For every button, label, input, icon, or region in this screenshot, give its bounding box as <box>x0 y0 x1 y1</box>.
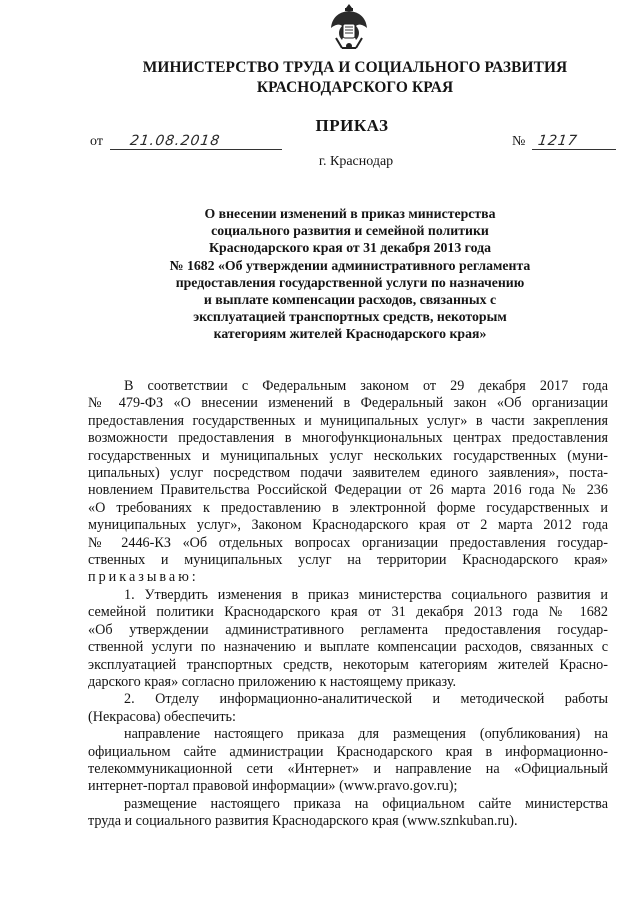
date-underline <box>110 134 282 150</box>
body-line: интернет-портал правовой информации» (www.pravo.gov.ru); <box>88 778 458 795</box>
subject-line: категориям жителей Краснодарского края» <box>213 326 487 342</box>
coat-of-arms-icon <box>328 2 370 52</box>
subject-line: и выплате компенсации расходов, связанных с <box>203 292 497 308</box>
body-line: дарского края» согласно приложению к настоящему приказу. <box>88 673 457 690</box>
body-line: муниципальных услуг», Законом Краснодарского края от 2 марта 2012 года <box>88 517 608 534</box>
body-line: (Некрасова) обеспечить: <box>88 708 236 725</box>
date-prefix: от <box>90 134 103 149</box>
subject-line: эксплуатацией транспортных средств, некоторым <box>193 309 507 325</box>
order-subject <box>140 205 560 343</box>
ministry-name <box>0 58 640 98</box>
body-line: ственных и муниципальных услуг на территории Краснодарского края» <box>88 552 608 569</box>
order-body <box>88 378 608 831</box>
body-line: государственных и муниципальных услуг нескольких государственных (муни- <box>88 447 608 464</box>
subject-line: предоставления государственной услуги по назначению <box>175 274 525 290</box>
number-underline <box>532 134 616 150</box>
body-line: возможности предоставления в многофункциональных центрах предоставления <box>88 430 608 447</box>
city-label: г. Краснодар <box>318 154 394 169</box>
city <box>0 154 640 170</box>
body-line: № 479-ФЗ «О внесении изменений в Федеральный закон «Об организации <box>88 395 608 412</box>
body-line: семейной политики Краснодарского края от 31 декабря 2013 года № 1682 <box>88 604 608 621</box>
handwritten-number: 1217 <box>536 133 579 149</box>
body-line: 2. Отделу информационно-аналитической и методической работы <box>124 691 608 708</box>
ministry-line-1: МИНИСТЕРСТВО ТРУДА И СОЦИАЛЬНОГО РАЗВИТИЯ <box>142 59 568 76</box>
body-line: предоставления государственных и муниципальных услуг» в части закрепления <box>88 412 608 429</box>
body-line: телекоммуникационной сети «Интернет» и направление на «Официальный <box>88 760 608 777</box>
subject-line: № 1682 «Об утверждении административного регламента <box>169 257 531 273</box>
body-line: «Об утверждении административного регламента предоставления государ- <box>88 621 608 638</box>
body-line: размещение настоящего приказа на официальном сайте министерства <box>124 795 608 812</box>
number-prefix: № <box>512 134 526 149</box>
subject-line: социального развития и семейной политики <box>211 223 489 239</box>
body-line: труда и социального развития Краснодарского края (www.sznkuban.ru). <box>88 813 518 830</box>
body-line: «О требованиях к предоставлению в электронной форме государственных и <box>88 499 608 516</box>
ministry-line-2: КРАСНОДАРСКОГО КРАЯ <box>256 79 454 96</box>
body-line: № 2446-КЗ «Об отдельных вопросах организации предоставления государ- <box>88 534 608 551</box>
handwritten-date: 21.08.2018 <box>129 133 222 149</box>
body-line: официальном сайте администрации Краснодарского края в информационно- <box>88 743 608 760</box>
body-line: новлением Правительства Российской Федерации от 26 марта 2016 года № 236 <box>88 482 608 499</box>
number-field <box>512 134 616 150</box>
body-line: ственной услуги по назначению и выплате компенсации расходов, связанных с <box>88 639 608 656</box>
body-line: направление настоящего приказа для размещения (опубликования) на <box>124 726 608 743</box>
subject-line: О внесении изменений в приказ министерства <box>204 206 496 221</box>
subject-line: Краснодарского края от 31 декабря 2013 года <box>209 240 491 256</box>
body-line-decree: приказываю: <box>88 569 199 586</box>
body-line: В соответствии с Федеральным законом от 29 декабря 2017 года <box>124 378 608 394</box>
body-line: 1. Утвердить изменения в приказ министерства социального развития и <box>124 586 608 603</box>
body-line: ципальных) услуг посредством подачи заявителем единого заявления», поста- <box>88 465 608 482</box>
date-field <box>90 134 282 150</box>
body-line: эксплуатацией транспортных средств, некоторым категориям жителей Красно- <box>88 656 608 673</box>
document-type-label: ПРИКАЗ <box>315 116 389 135</box>
